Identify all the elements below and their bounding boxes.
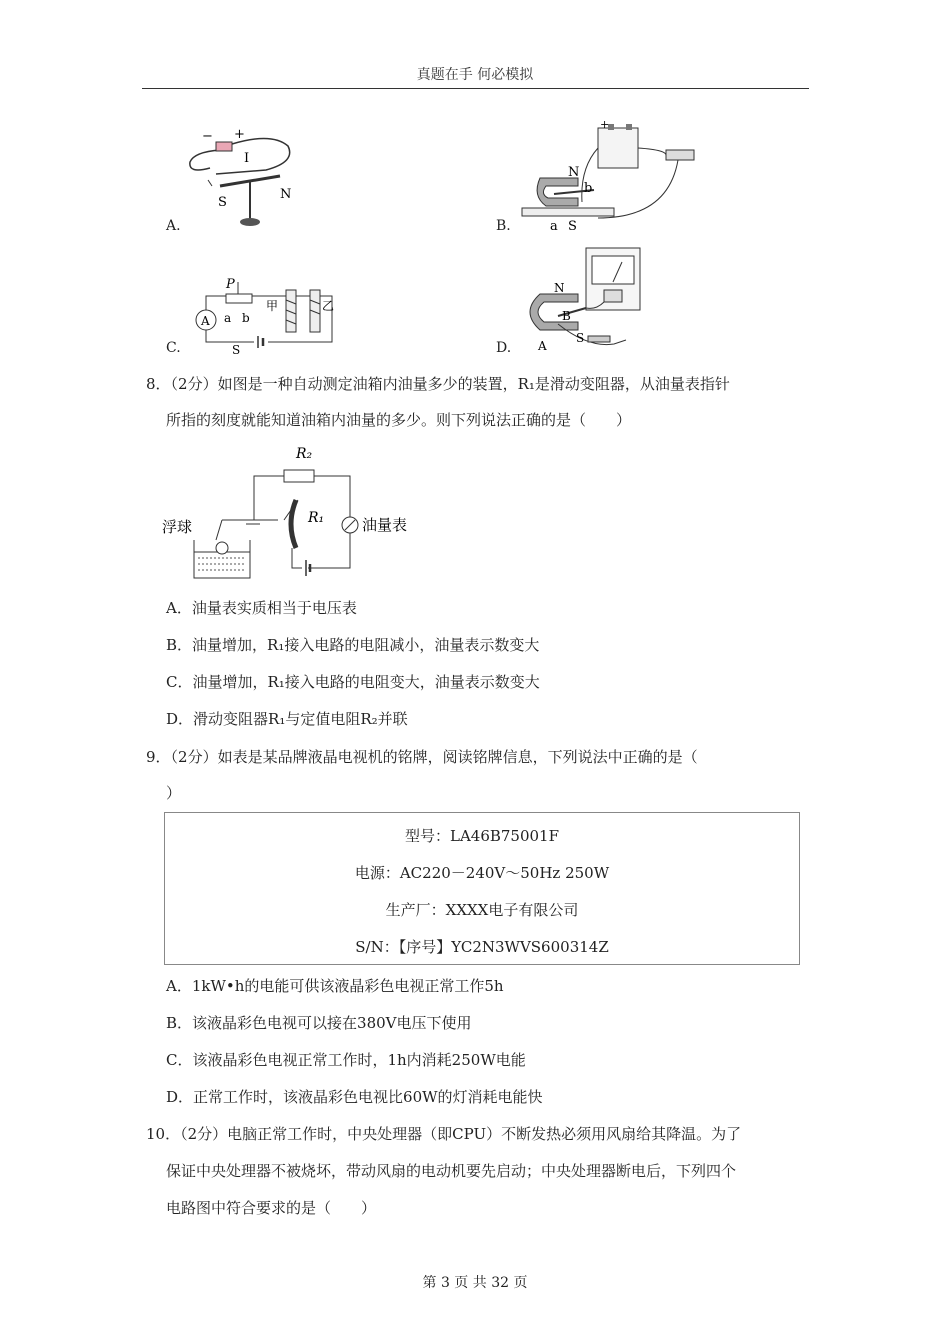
fig-c-ammeter: A [201,314,210,328]
q9-stem-line1: 9．（2分）如表是某品牌液晶电视机的铭牌，阅读铭牌信息，下列说法中正确的是（ [146,748,698,766]
q8-stem-line2: 所指的刻度就能知道油箱内油量的多少。则下列说法正确的是（ ） [166,411,632,429]
q10-stem-line3: 电路图中符合要求的是（ ） [166,1199,377,1217]
figure-oil-gauge-circuit [158,440,420,590]
q7-option-b-label: B. [496,218,511,234]
fig-b-plus: + [600,118,610,131]
fig-c-p: P [226,277,235,292]
q7-option-d-label: D. [496,340,512,356]
q9-option-b: B．该液晶彩色电视可以接在380V电压下使用 [166,1014,472,1032]
nameplate-model: 型号：LA46B75001F [404,827,560,845]
fig-b-s: S [568,219,577,234]
fig-a-current: I [244,151,250,166]
fig-a-n: N [280,187,292,202]
tv-nameplate-table [164,812,800,965]
fig-b-n: N [568,165,580,180]
figure-electromagnet-circuit [190,276,340,356]
page-number: 第 3 页 共 32 页 [422,1275,528,1291]
fig-b-a: a [550,219,558,234]
fig-q8-r1: R₁ [308,510,325,526]
q8-option-d: D．滑动变阻器R₁与定值电阻R₂并联 [166,710,408,728]
q9-option-a: A．1kW•h的电能可供该液晶彩色电视正常工作5h [166,977,504,995]
page-header: 真题在手 何必模拟 [416,67,534,83]
q9-option-c: C．该液晶彩色电视正常工作时，1h内消耗250W电能 [166,1051,526,1069]
fig-d-a: A [538,339,547,353]
fig-c-s: S [232,343,241,356]
q9-stem-line2: ） [166,784,182,802]
q8-stem-line1: 8．（2分）如图是一种自动测定油箱内油量多少的装置，R₁是滑动变阻器，从油量表指针 [146,375,730,393]
fig-c-yi: 乙 [322,299,335,313]
fig-q8-r2: R₂ [296,446,313,462]
fig-c-b: b [242,311,250,325]
nameplate-manufacturer: 生产厂：XXXX电子有限公司 [385,901,579,919]
nameplate-serial: S/N：【序号】YC2N3WVS600314Z [355,938,609,956]
q7-option-c-label: C. [166,340,181,356]
fig-q8-gauge: 油量表 [362,516,408,534]
q10-stem-line2: 保证中央处理器不被烧坏，带动风扇的电动机要先启动；中央处理器断电后，下列四个 [166,1162,737,1180]
fig-d-s: S [576,331,585,345]
q7-option-a-label: A. [166,218,181,234]
q8-option-b: B．油量增加，R₁接入电路的电阻减小，油量表示数变大 [166,636,540,654]
fig-d-n: N [554,281,565,295]
fig-c-jia: 甲 [266,299,279,313]
q8-option-c: C．油量增加，R₁接入电路的电阻变大，油量表示数变大 [166,673,540,691]
fig-c-a: a [224,311,232,325]
figure-battery-magnet [518,118,714,236]
q9-option-d: D．正常工作时，该液晶彩色电视比60W的灯消耗电能快 [166,1088,543,1106]
fig-a-s: S [218,195,227,210]
fig-a-minus: − [202,129,213,144]
fig-b-b: b [584,181,593,196]
fig-a-plus: + [234,127,245,142]
nameplate-power: 电源：AC220－240V～50Hz 250W [354,864,610,882]
fig-d-b: B [562,309,571,323]
figure-galvanometer-magnet [518,244,648,356]
figure-oersted-experiment [180,122,300,232]
q8-option-a: A．油量表实质相当于电压表 [166,599,357,617]
header-rule [142,88,809,89]
q10-stem-line1: 10．（2分）电脑正常工作时，中央处理器（即CPU）不断发热必须用风扇给其降温。为了 [146,1125,742,1143]
fig-q8-float: 浮球 [162,518,193,536]
